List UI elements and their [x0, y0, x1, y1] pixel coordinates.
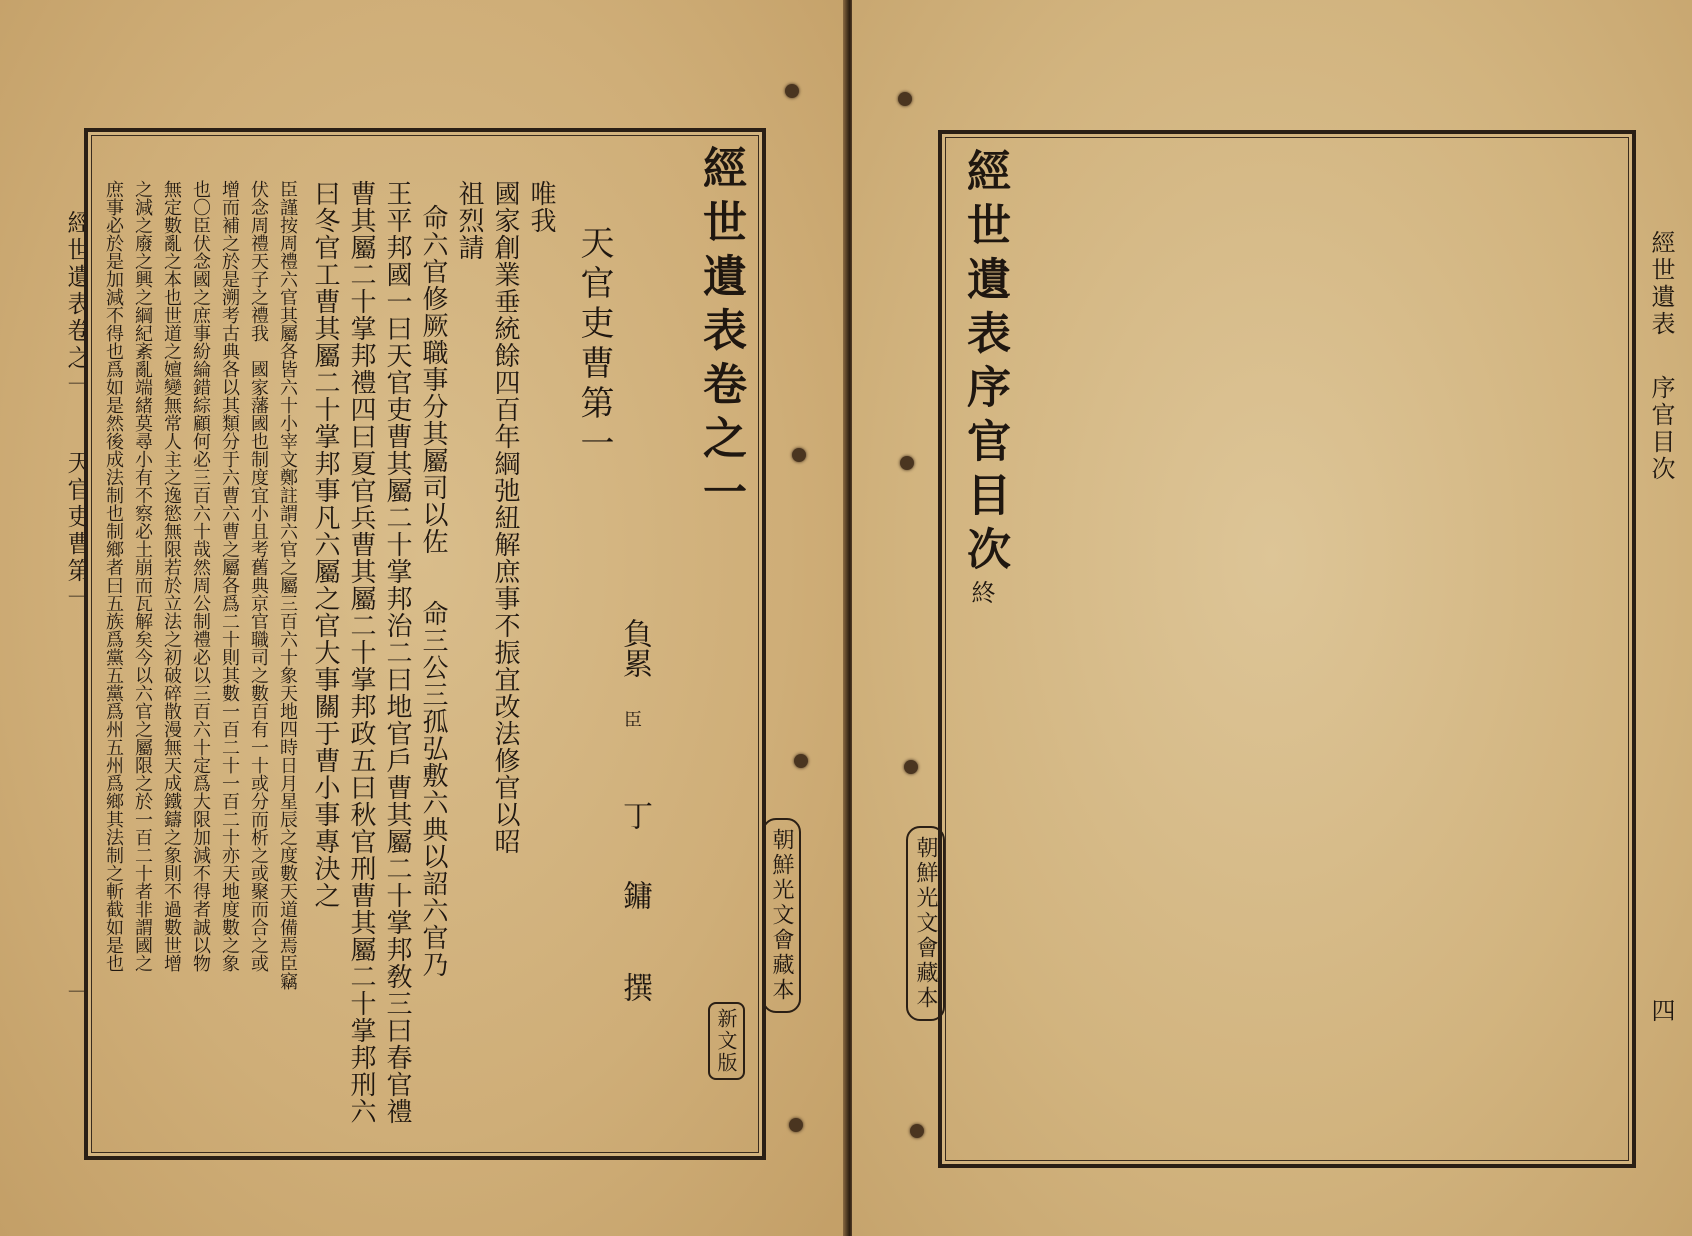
end-mark: 終 — [967, 580, 995, 607]
commentary-col-1: 臣謹按周禮六官其屬各皆六十小宰文鄭註謂六官之屬三百六十象天地四時日月星辰之度數天道備焉臣竊 — [277, 180, 298, 990]
text-line-5: 命六官修厥職事分其屬司以佐 — [418, 204, 448, 555]
book-title: 經世遺表卷之一 — [695, 145, 746, 523]
author-verb: 撰 — [617, 972, 652, 1002]
author-subject: 臣 — [621, 710, 642, 728]
text-line-8: 曰冬官工曹其屬二十掌邦事凡六屬之官大事關于曹小事專決之 — [310, 180, 340, 909]
publisher-stamp: 朝鮮光文會藏本 — [762, 818, 801, 1013]
right-page — [852, 0, 1692, 1236]
toc-title: 經世遺表序官目次 — [959, 148, 1010, 580]
margin-section: 天官吏曹第一 — [63, 450, 91, 612]
text-line-2: 國家創業垂統餘四百年綱弛紐解庶事不振宜改法修官以昭 — [490, 180, 520, 855]
edition-stamp: 新文版 — [708, 1002, 745, 1080]
commentary-col-6: 之減之廢之興之綱紀紊亂端緒莫尋小有不察必土崩而瓦解矣今以六官之屬限之於一百二十者非謂國之 — [132, 180, 153, 972]
text-line-3: 祖烈請 — [454, 180, 484, 261]
margin-title: 經世遺表 — [1647, 230, 1675, 338]
publisher-stamp: 朝鮮光文會藏本 — [906, 826, 945, 1021]
chapter-heading: 天官吏曹第一 — [574, 225, 614, 465]
text-line-4: 命三公三孤弘敷六典以詔六官乃 — [418, 600, 448, 978]
commentary-col-2: 伏念周禮天子之禮我 國家藩國也制度宜小且考舊典京官職司之數百有一十或分而析之或聚而合之或 — [248, 180, 269, 972]
text-frame — [938, 130, 1636, 1168]
text-line-1: 唯我 — [526, 180, 556, 234]
margin-page-number: 四 — [1647, 998, 1675, 1025]
commentary-col-3: 增而補之於是溯考古典各以其類分于六曹六曹之屬各爲二十則其數一百二十一百二十亦天地度數之象 — [219, 180, 240, 972]
binding-hole — [789, 1118, 803, 1132]
margin-section: 序官目次 — [1647, 375, 1675, 483]
binding-hole — [785, 84, 799, 98]
binding-hole — [792, 448, 806, 462]
margin-title: 經世遺表卷之一 — [63, 210, 91, 399]
commentary-col-7: 庶事必於是加減不得也爲如是然後成法制也制鄉者曰五族爲黨五黨爲州五州爲鄉其法制之斬截如是也 — [103, 180, 124, 972]
commentary-col-4: 也〇臣伏念國之庶事紛綸錯綜顧何必三百六十哉然周公制禮必以三百六十定爲大限加減不得者誠以物 — [190, 180, 211, 972]
commentary-col-5: 無定數亂之本也世道之嬗變無常人主之逸慾無限若於立法之初破碎散漫無天成鐵鑄之象則不過數世增 — [161, 180, 182, 972]
binding-hole — [794, 754, 808, 768]
text-line-7: 曹其屬二十掌邦禮四曰夏官兵曹其屬二十掌邦政五曰秋官刑曹其屬二十掌邦刑六 — [346, 180, 376, 1125]
text-line-6: 王平邦國一曰天官吏曹其屬二十掌邦治二曰地官戶曹其屬二十掌邦敎三曰春官禮 — [382, 180, 412, 1125]
binding-hole — [904, 760, 918, 774]
binding-hole — [900, 456, 914, 470]
author-label: 負累 — [617, 618, 652, 678]
margin-page-number: 一 — [63, 980, 91, 1007]
binding-hole — [910, 1124, 924, 1138]
author-name-1: 丁 — [617, 800, 652, 830]
binding-hole — [898, 92, 912, 106]
author-name-2: 鏞 — [617, 880, 652, 910]
